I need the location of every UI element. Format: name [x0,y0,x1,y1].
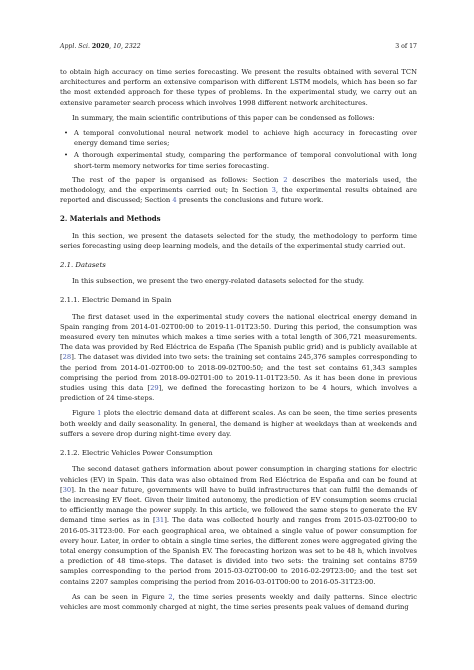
section21-paragraph: In this subsection, we present the two energy-related datasets selected for the study. [72,277,364,286]
section212-paragraph-1 [60,464,417,586]
subsubsection-heading: 2.1.1. Electric Demand in Spain [60,296,172,305]
subsubsection-heading: 2.1.2. Electric Vehicles Power Consumption [60,449,213,458]
citation-link[interactable]: 31 [155,516,165,525]
text-run: The first dataset used in the experimental study covers the national electrical energy demand in Spain ranging from 2014-01-02T00:00 to 2019-11-01T23:50. During this period, the consumption was measured every ten minutes which makes a time series with a total length of 306,721 measurements. The data was provided by Red Eléctrica de España (The Spanish public grid) and is publicly available at [ [60,312,417,362]
contribution-item-2: • A thorough experimental study, comparing the performance of temporal convolutional with long short-term memory networks for time series forecasting. [74,150,417,170]
text-run: , the experimental results obtained are reported and discussed; Section [60,186,417,205]
journal-volume: , 10, 2322 [109,43,141,50]
text-run: describes the materials used, the methodology, and the experiments carried out; In Section [60,175,417,195]
section-link[interactable]: 3 [271,186,276,195]
text-run: , the time series presents weekly and daily patterns. Since electric vehicles are most commonly charged at night, the time series presents peak values of demand during [60,592,417,611]
intro-paragraph-2: In summary, the main scientific contributions of this paper can be condensed as follows: [72,113,375,122]
section211-paragraph-2 [60,408,417,439]
journal-citation [60,42,141,52]
page-number: 3 of 17 [395,43,417,50]
text-run: ]. In the near future, governments will have to build infrastructures that can fulfil the demands of the increasing EV fleet. Given their limited autonomy, the prediction of EV consumption seems crucial to efficiently manage the power supply. In this article, we followed the same steps to generate the EV demand time series as in [ [60,485,417,525]
citation-link[interactable]: 30 [62,485,72,494]
text-run: ]. The data was collected hourly and ranges from 2015-03-02T00:00 to 2016-05-31T23:00. For each geographical area, we obtained a single value of power consumption for every hour. Later, in order to obtain a single time series, the different zones were aggregated giving the total energy consumption of the Spanish EV. The forecasting horizon was set to be 48 h, which involves a prediction of 48 time-steps. The dataset is divided into two sets: the training set contains 8759 samples corresponding to the period from 2015-03-02T00:00 to 2016-02-29T23:00; and the test set contains 2207 samples comprising the period from 2016-03-01T00:00 to 2016-05-31T23:00. [60,516,417,586]
figure-link[interactable]: 1 [97,409,102,418]
section2-paragraph: In this section, we present the datasets selected for the study, the methodology to perform time series forecasting using deep learning models, and the details of the experimental study carried out. [60,231,417,250]
text-run: presents the conclusions and future work. [176,196,324,205]
text-run: As can be seen in Figure [72,592,169,601]
citation-link[interactable]: 28 [62,353,72,362]
subsection-heading: 2.1. Datasets [60,261,106,270]
journal-name: Appl. Sci. [60,43,90,50]
text-run: ]. The dataset was divided into two sets: the training set contains 245,376 samples corresponding to the period from 2014-01-02T00:00 to 2018-09-02T00:50; and the test set contains 61,343 samples comprising the period from 2018-09-02T01:00 to 2019-11-01T23:50. As it has been done in previous studies using this data [ [60,353,417,393]
intro-paragraph-1: to obtain high accuracy on time series forecasting. We present the results obtained with several TCN architectures and perform an extensive comparison with different LSTM models, which has been so far the most extended approach for these types of problems. In the experimental study, we carry out an extensive parameter search process which involves 1998 different network architectures. [60,68,417,107]
figure-link[interactable]: 2 [168,592,173,601]
section-link[interactable]: 2 [283,175,288,184]
section211-paragraph-1 [60,312,417,404]
body-text [60,67,417,617]
section-link[interactable]: 4 [172,196,177,205]
intro-paragraph-3 [60,175,417,206]
text-run: ], we defined the forecasting horizon to be 4 hours, which involves a prediction of 24 time-steps. [60,384,417,403]
journal-year: 2020 [91,43,110,50]
section-heading: 2. Materials and Methods [60,214,161,224]
text-run: Figure [72,409,98,418]
citation-link[interactable]: 29 [150,384,159,393]
text-run: The second dataset gathers information about power consumption in charging stations for electric vehicles (EV) in Spain. This data was also obtained from Red Eléctrica de España and can be found at [ [60,465,417,494]
text-run: plots the electric demand data at different scales. As can be seen, the time series presents both weekly and daily seasonality. In general, the demand is higher at weekdays than at weekends and suffers a severe drop during night-time every day. [60,409,417,438]
text-run: The rest of the paper is organised as follows: Section [72,175,284,184]
section212-paragraph-2 [60,592,417,612]
contributions-list [60,128,417,171]
contribution-item-1: • A temporal convolutional neural network model to achieve high accuracy in forecasting over energy demand time series; [74,128,417,148]
running-header [60,42,417,52]
